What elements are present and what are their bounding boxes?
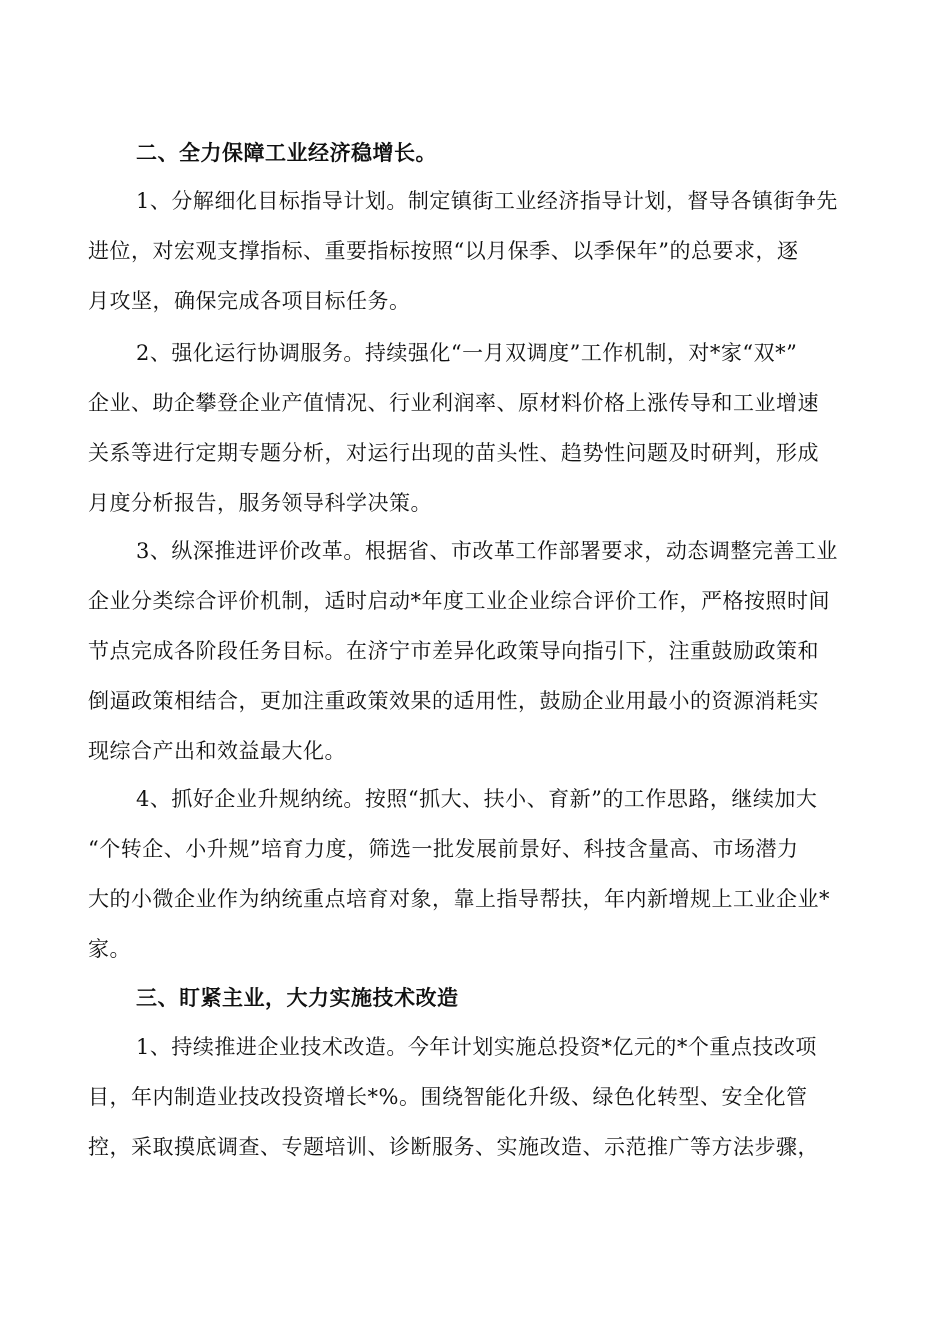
paragraph-3 bbox=[88, 526, 868, 776]
paragraph-line: “个转企、小升规”培育力度，筛选一批发展前景好、科技含量高、市场潜力 bbox=[88, 837, 799, 861]
paragraph-line: 现综合产出和效益最大化。 bbox=[88, 739, 346, 763]
paragraph-line: 进位，对宏观支撑指标、重要指标按照“以月保季、以季保年”的总要求，逐 bbox=[88, 239, 799, 263]
paragraph-line: 大的小微企业作为纳统重点培育对象，靠上指导帮扶，年内新增规上工业企业* bbox=[88, 887, 830, 911]
section-heading-3: 三、盯紧主业，大力实施技术改造 bbox=[136, 985, 459, 1010]
paragraph-line: 月攻坚，确保完成各项目标任务。 bbox=[88, 289, 411, 313]
paragraph-line: 企业分类综合评价机制，适时启动*年度工业企业综合评价工作，严格按照时间 bbox=[88, 589, 830, 613]
section-heading-2: 二、全力保障工业经济稳增长。 bbox=[136, 140, 437, 165]
paragraph-5 bbox=[88, 1022, 868, 1172]
paragraph-line: 1、持续推进企业技术改造。今年计划实施总投资*亿元的*个重点技改项 bbox=[136, 1035, 817, 1059]
paragraph-line: 企业、助企攀登企业产值情况、行业利润率、原材料价格上涨传导和工业增速 bbox=[88, 391, 819, 415]
paragraph-line: 关系等进行定期专题分析，对运行出现的苗头性、趋势性问题及时研判，形成 bbox=[88, 441, 819, 465]
paragraph-line: 月度分析报告，服务领导科学决策。 bbox=[88, 491, 432, 515]
paragraph-line: 2、强化运行协调服务。持续强化“一月双调度”工作机制，对*家“双*” bbox=[136, 341, 798, 365]
paragraph-line: 3、纵深推进评价改革。根据省、市改革工作部署要求，动态调整完善工业 bbox=[136, 539, 838, 563]
paragraph-4 bbox=[88, 774, 868, 974]
paragraph-2 bbox=[88, 328, 868, 528]
paragraph-line: 1、分解细化目标指导计划。制定镇街工业经济指导计划，督导各镇街争先 bbox=[136, 189, 838, 213]
paragraph-line: 倒逼政策相结合，更加注重政策效果的适用性，鼓励企业用最小的资源消耗实 bbox=[88, 689, 819, 713]
paragraph-line: 控，采取摸底调查、专题培训、诊断服务、实施改造、示范推广等方法步骤， bbox=[88, 1135, 819, 1159]
paragraph-line: 目，年内制造业技改投资增长*%。围绕智能化升级、绿色化转型、安全化管 bbox=[88, 1085, 808, 1109]
paragraph-1 bbox=[88, 176, 868, 326]
paragraph-line: 节点完成各阶段任务目标。在济宁市差异化政策导向指引下，注重鼓励政策和 bbox=[88, 639, 819, 663]
paragraph-line: 4、抓好企业升规纳统。按照“抓大、扶小、育新”的工作思路，继续加大 bbox=[136, 787, 818, 811]
paragraph-line: 家。 bbox=[88, 937, 131, 961]
